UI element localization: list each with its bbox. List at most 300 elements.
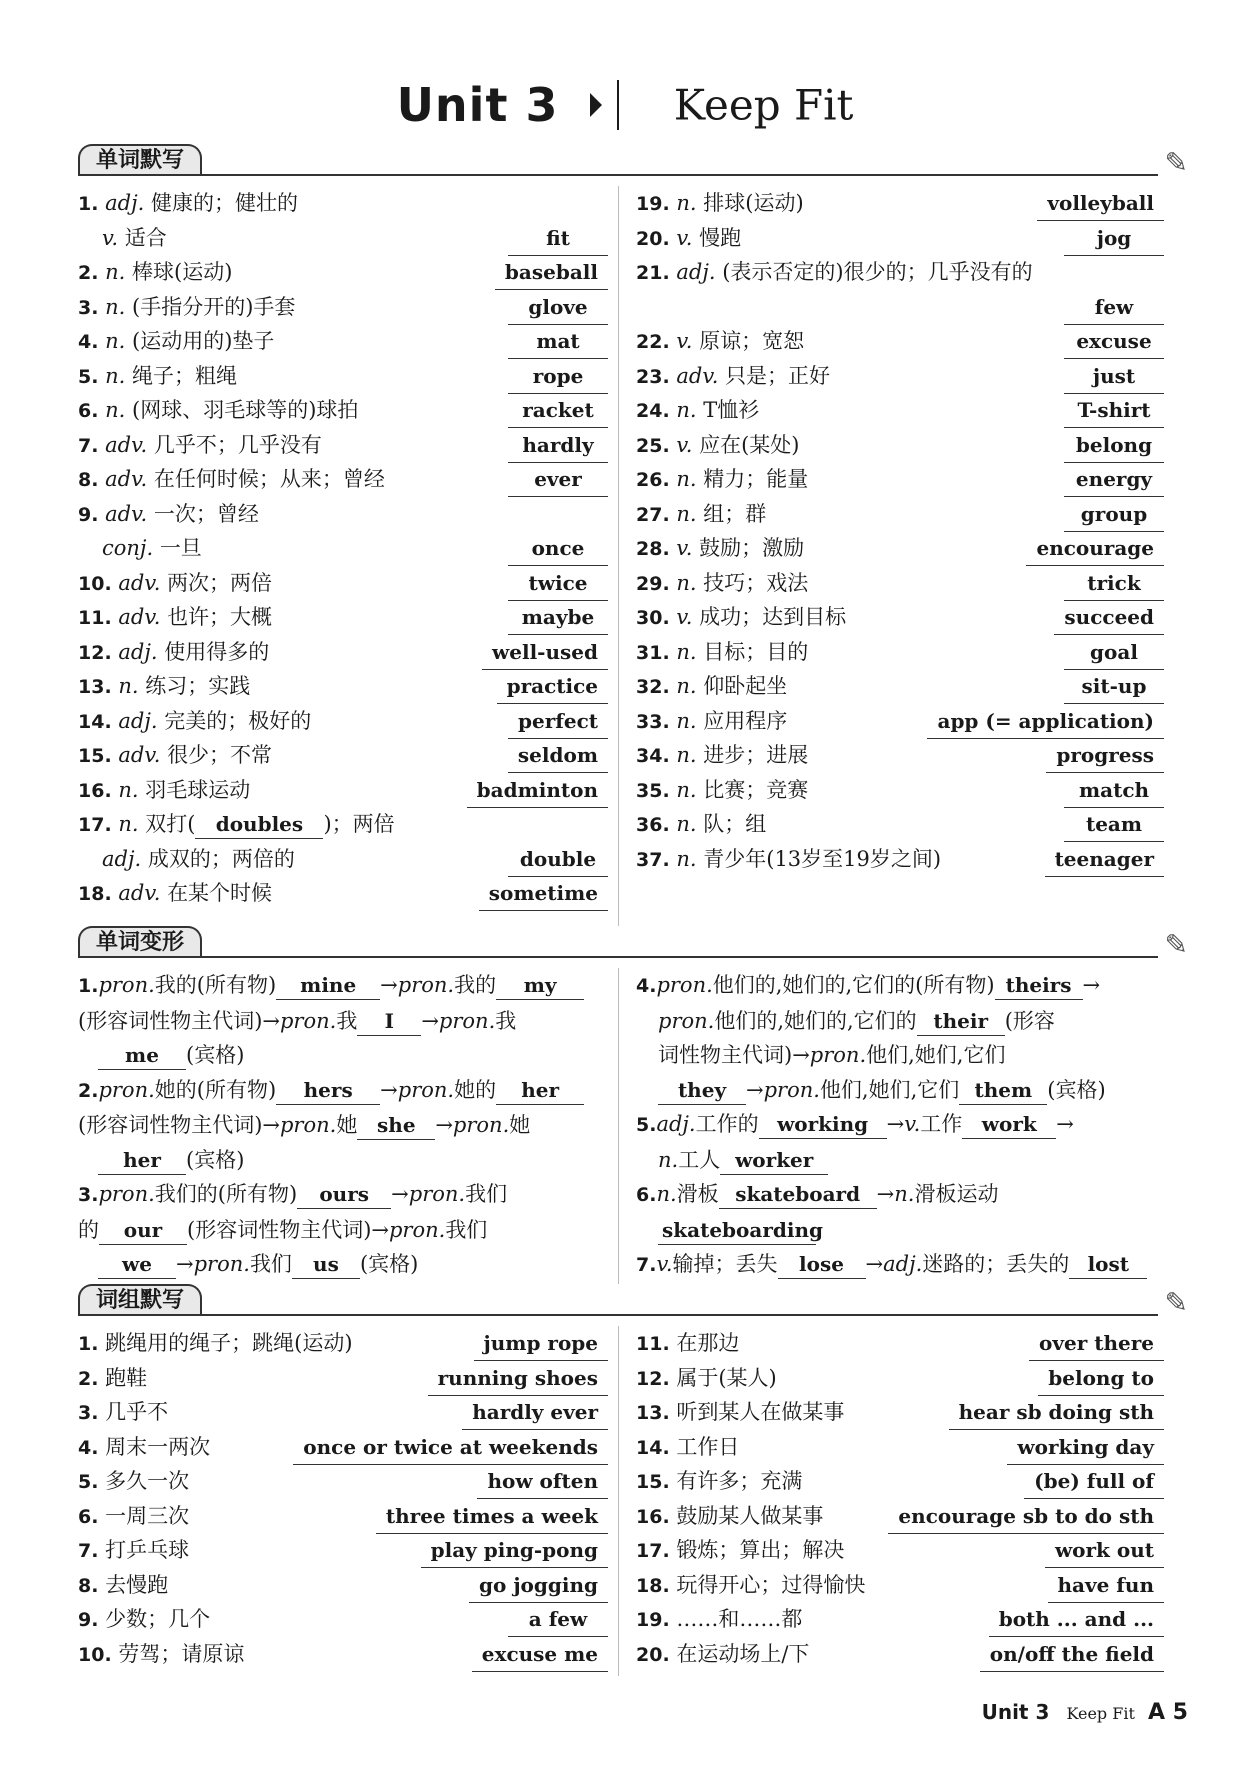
answer-blank: a few	[508, 1602, 608, 1637]
chinese-meaning: 青少年(13岁至19岁之间)	[703, 846, 942, 871]
chinese-meaning: 在运动场上/下	[676, 1641, 810, 1666]
indent-spacer	[78, 536, 102, 560]
part-of-speech: n.	[105, 398, 126, 422]
answer-blank: racket	[508, 393, 608, 428]
pencil-icon: ✎	[1164, 146, 1188, 179]
section-header-forms	[78, 926, 1188, 962]
item-number: 23.	[636, 365, 670, 388]
vocab-row	[78, 221, 608, 256]
indent-spacer	[78, 847, 102, 871]
form-item-1: 1.pron.我的(所有物) mine →pron.我的 my (形容词性物主代词)→pron.我 I →pron.我 me (宾格)	[78, 968, 608, 1073]
answer-blank: app (= application)	[927, 704, 1164, 739]
vocab-row	[78, 600, 608, 635]
chinese-meaning: 慢跑	[699, 225, 742, 250]
item-number: 35.	[636, 779, 670, 802]
chinese-meaning: 很少；不常	[167, 743, 273, 767]
chinese-meaning: 适合	[124, 225, 167, 250]
answer-blank: go jogging	[469, 1568, 608, 1603]
title-divider	[617, 80, 619, 130]
phrase-row	[636, 1361, 1164, 1396]
answer-blank: trick	[1064, 566, 1164, 601]
phrase-row	[78, 1464, 608, 1499]
item-number: 4.	[78, 1436, 99, 1459]
chinese-meaning: 仰卧起坐	[703, 674, 788, 698]
vocab-row	[78, 428, 608, 463]
answer-blank: her	[98, 1146, 186, 1175]
answer-blank: just	[1064, 359, 1164, 394]
answer-blank: succeed	[1054, 600, 1164, 635]
chinese-meaning: 成功；达到目标	[699, 605, 847, 629]
pencil-icon: ✎	[1164, 928, 1188, 961]
answer-blank: once or twice at weekends	[293, 1430, 608, 1465]
chinese-meaning: 劳驾；请原谅	[118, 1641, 245, 1666]
chinese-meaning: 羽毛球运动	[145, 777, 251, 802]
chinese-meaning: 玩得开心；过得愉快	[676, 1572, 866, 1597]
section-header-vocab	[78, 144, 1188, 180]
vocab-row	[636, 669, 1164, 704]
form-item-7: 7.v.输掉；丢失 lose →adj.迷路的；丢失的 lost	[636, 1247, 1164, 1283]
chinese-meaning: 双打(	[145, 812, 196, 836]
answer-blank: how often	[477, 1464, 608, 1499]
item-number: 14.	[636, 1436, 670, 1459]
item-number: 1.	[78, 193, 99, 215]
answer-blank: twice	[508, 566, 608, 601]
chinese-meaning: ……和……都	[676, 1607, 803, 1631]
item-number: 13.	[78, 676, 112, 698]
item-number: 6.	[78, 400, 99, 422]
chinese-meaning: (表示否定的)很少的；几乎没有的	[722, 260, 1033, 284]
chinese-meaning: 在那边	[676, 1331, 740, 1355]
part-of-speech: adv.	[105, 432, 148, 457]
item-number: 3.	[78, 296, 99, 319]
answer-blank: T-shirt	[1064, 393, 1164, 428]
form-item-3: 3.pron.我们的(所有物) ours →pron.我们 的 our (形容词性物主代词)→pron.我们 we →pron.我们 us (宾格)	[78, 1177, 608, 1282]
answer-blank: me	[98, 1041, 186, 1070]
answer-blank: them	[959, 1076, 1047, 1105]
phrase-row	[78, 1361, 608, 1396]
answer-blank: double	[508, 842, 608, 877]
chinese-meaning: 进步；进展	[703, 743, 809, 767]
part-of-speech: n.	[105, 363, 126, 388]
answer-blank: skateboarding	[658, 1216, 816, 1245]
chinese-meaning: 鼓励；激励	[699, 536, 805, 560]
phrase-row	[78, 1430, 608, 1465]
part-of-speech: adv.	[105, 467, 148, 491]
phrase-row	[636, 1464, 1164, 1499]
answer-blank: (be) full of	[1024, 1464, 1164, 1499]
phrase-row	[78, 1395, 608, 1430]
page-number: A 5	[1148, 1700, 1188, 1725]
vocab-row	[636, 738, 1164, 773]
answer-blank: jog	[1064, 221, 1164, 256]
vocab-row	[78, 255, 608, 290]
vocab-row	[636, 462, 1164, 497]
item-number: 21.	[636, 262, 670, 284]
answer-blank: she	[357, 1111, 435, 1140]
item-number: 2.	[78, 262, 99, 284]
answer-blank: have fun	[1048, 1568, 1165, 1603]
forms-right-column	[636, 968, 1164, 1283]
part-of-speech: v.	[676, 432, 693, 457]
chinese-meaning: 几乎不；几乎没有	[153, 432, 322, 457]
answer-blank: excuse me	[472, 1637, 608, 1672]
answer-blank: we	[98, 1250, 176, 1279]
arrow-icon	[590, 93, 602, 117]
section-tab: 单词默写	[78, 144, 202, 176]
part-of-speech: n.	[676, 777, 697, 802]
part-of-speech: v.	[676, 225, 693, 250]
item-number: 22.	[636, 331, 670, 353]
vocab-row	[78, 807, 608, 842]
phrase-row	[78, 1326, 608, 1361]
answer-blank: lost	[1069, 1250, 1147, 1279]
item-number: 12.	[636, 1367, 670, 1390]
chinese-meaning: 跳绳用的绳子；跳绳(运动)	[105, 1331, 353, 1355]
answer-blank: well-used	[482, 635, 608, 670]
section-rule	[78, 174, 1158, 176]
vocab-row	[78, 497, 608, 532]
chinese-meaning: 一旦	[159, 536, 202, 560]
part-of-speech: n.	[676, 743, 697, 767]
part-of-speech: n.	[118, 674, 139, 698]
answer-blank: theirs	[995, 971, 1083, 1000]
vocab-row	[78, 393, 608, 428]
item-number: 11.	[78, 607, 112, 629]
answer-blank: match	[1064, 773, 1164, 808]
answer-blank: her	[496, 1076, 584, 1105]
vocab-right-column	[636, 186, 1164, 876]
chinese-meaning: (手指分开的)手套	[132, 294, 296, 319]
answer-blank: us	[292, 1250, 360, 1279]
phrase-row	[636, 1568, 1164, 1603]
unit-topic: Keep Fit	[673, 80, 854, 130]
phrase-row	[78, 1499, 608, 1534]
answer-blank: baseball	[495, 255, 608, 290]
answer-blank: encourage	[1026, 531, 1164, 566]
answer-blank: once	[508, 531, 608, 566]
item-number: 6.	[78, 1505, 99, 1528]
phrase-row	[636, 1326, 1164, 1361]
answer-blank: hardly ever	[462, 1395, 608, 1430]
answer-blank: goal	[1064, 635, 1164, 670]
item-number: 37.	[636, 848, 670, 871]
vocab-row	[636, 842, 1164, 877]
section-rule	[78, 956, 1158, 958]
part-of-speech: adv.	[105, 501, 148, 526]
chinese-meaning: 打乒乓球	[105, 1538, 190, 1562]
answer-blank: maybe	[508, 600, 608, 635]
page-footer	[982, 1700, 1188, 1725]
answer-blank: practice	[497, 669, 608, 704]
column-divider	[618, 186, 619, 926]
chinese-meaning: 健康的；健壮的	[150, 191, 298, 215]
item-number: 18.	[636, 1574, 670, 1597]
chinese-meaning: 绳子；粗绳	[132, 363, 238, 388]
item-number: 14.	[78, 710, 112, 733]
part-of-speech: adv.	[118, 605, 161, 629]
vocab-row	[78, 773, 608, 808]
forms-left-column	[78, 968, 608, 1282]
answer-blank: hear sb doing sth	[949, 1395, 1164, 1430]
answer-blank: energy	[1064, 462, 1164, 497]
vocab-row	[78, 290, 608, 325]
chinese-meaning: 工作日	[676, 1434, 740, 1459]
item-number: 17.	[636, 1540, 670, 1562]
answer-blank: I	[357, 1007, 421, 1036]
section-rule	[78, 1314, 1158, 1316]
column-divider	[618, 968, 619, 1284]
answer-blank: my	[496, 971, 584, 1000]
chinese-meaning: 应用程序	[703, 708, 788, 733]
phrase-row	[78, 1533, 608, 1568]
part-of-speech: adv.	[676, 363, 719, 388]
section-tab: 词组默写	[78, 1284, 202, 1316]
chinese-meaning: 技巧；戏法	[703, 570, 809, 595]
chinese-meaning: 成双的；两倍的	[147, 846, 295, 871]
section-header-phrases	[78, 1284, 1188, 1320]
item-number: 36.	[636, 814, 670, 836]
item-number: 5.	[78, 365, 99, 388]
phrase-row	[78, 1568, 608, 1603]
item-number: 4.	[78, 331, 99, 353]
item-number: 31.	[636, 641, 670, 664]
item-number: 34.	[636, 745, 670, 767]
chinese-meaning: 棒球(运动)	[132, 260, 233, 284]
part-of-speech: n.	[118, 777, 139, 802]
vocab-row	[78, 531, 608, 566]
part-of-speech: adj.	[118, 708, 158, 733]
chinese-meaning: 跑鞋	[105, 1365, 148, 1390]
item-number: 20.	[636, 227, 670, 250]
part-of-speech: v.	[102, 225, 119, 250]
item-number: 25.	[636, 434, 670, 457]
footer-unit: Unit 3	[981, 1700, 1050, 1724]
item-number: 24.	[636, 400, 670, 422]
chinese-meaning: 也许；大概	[167, 605, 273, 629]
chinese-meaning: 鼓励某人做某事	[676, 1503, 824, 1528]
answer-blank: hers	[276, 1076, 380, 1105]
vocab-row	[636, 566, 1164, 601]
phrase-row	[636, 1395, 1164, 1430]
answer-blank: progress	[1046, 738, 1164, 773]
part-of-speech: n.	[105, 329, 126, 353]
answer-blank: ever	[508, 462, 608, 497]
answer-blank: ours	[297, 1180, 391, 1209]
item-number: 19.	[636, 193, 670, 215]
form-item-4: 4.pron.他们的,她们的,它们的(所有物) theirs → pron.他们的,她们的,它们的 their (形容 词性物主代词)→pron.他们,她们,它们 they →pron.他们,她们,它们 them (宾格)	[636, 968, 1164, 1107]
answer-blank: seldom	[508, 738, 608, 773]
answer-blank: glove	[508, 290, 608, 325]
chinese-meaning: 排球(运动)	[703, 191, 804, 215]
chinese-meaning: 在某个时候	[167, 881, 273, 905]
answer-blank: group	[1064, 497, 1164, 532]
answer-blank: worker	[720, 1146, 828, 1175]
phrase-row	[78, 1602, 608, 1637]
vocab-row	[78, 704, 608, 739]
phrase-row	[636, 1430, 1164, 1465]
pencil-icon: ✎	[1164, 1286, 1188, 1319]
answer-blank: three times a week	[376, 1499, 608, 1534]
answer-blank: belong	[1064, 428, 1164, 463]
item-number: 18.	[78, 883, 112, 905]
answer-blank: both ... and ...	[989, 1602, 1164, 1637]
chinese-meaning: 比赛；竞赛	[703, 777, 809, 802]
item-number: 8.	[78, 1574, 99, 1597]
answer-blank: skateboard	[719, 1180, 877, 1209]
page-title	[0, 78, 1250, 148]
phrases-left-column	[78, 1326, 608, 1671]
answer-blank: teenager	[1045, 842, 1164, 877]
item-number: 10.	[78, 572, 112, 595]
item-number: 1.	[78, 1333, 99, 1355]
answer-blank: mat	[508, 324, 608, 359]
vocab-row	[78, 876, 608, 911]
part-of-speech: conj.	[102, 536, 154, 560]
chinese-meaning: 属于(某人)	[676, 1365, 777, 1390]
vocab-row	[78, 186, 608, 221]
item-number: 9.	[78, 1609, 99, 1631]
chinese-meaning: 队；组	[703, 812, 767, 836]
item-number: 8.	[78, 469, 99, 491]
vocab-row	[636, 393, 1164, 428]
answer-blank: team	[1064, 807, 1164, 842]
answer-blank: few	[1064, 290, 1164, 325]
chinese-meaning: 锻炼；算出；解决	[676, 1538, 845, 1562]
chinese-meaning: 应在(某处)	[699, 432, 800, 457]
vocab-row	[78, 324, 608, 359]
section-tab: 单词变形	[78, 926, 202, 958]
item-number: 9.	[78, 503, 99, 526]
item-number: 20.	[636, 1643, 670, 1666]
item-number: 10.	[78, 1643, 112, 1666]
answer-blank: rope	[508, 359, 608, 394]
answer-blank: their	[917, 1007, 1005, 1036]
item-number: 29.	[636, 572, 670, 595]
part-of-speech: adj.	[118, 639, 158, 664]
part-of-speech: n.	[676, 674, 697, 698]
item-number: 27.	[636, 503, 670, 526]
item-number: 33.	[636, 710, 670, 733]
vocab-row	[78, 359, 608, 394]
chinese-meaning: 多久一次	[105, 1469, 190, 1493]
phrase-row	[78, 1637, 608, 1672]
item-number: 17.	[78, 814, 112, 836]
item-number: 19.	[636, 1609, 670, 1631]
form-item-5: 5.adj.工作的 working →v.工作 work → n.工人 worker	[636, 1107, 1164, 1177]
answer-blank: sit-up	[1064, 669, 1164, 704]
phrases-right-column	[636, 1326, 1164, 1671]
answer-blank: play ping-pong	[421, 1533, 608, 1568]
phrase-row	[636, 1637, 1164, 1672]
chinese-meaning: 使用得多的	[164, 639, 270, 664]
form-item-2: 2.pron.她的(所有物) hers →pron.她的 her (形容词性物主代词)→pron.她 she →pron.她 her (宾格)	[78, 1073, 608, 1178]
answer-blank: our	[99, 1216, 187, 1245]
answer-blank: volleyball	[1037, 186, 1164, 221]
chinese-meaning: 去慢跑	[105, 1572, 169, 1597]
chinese-meaning: )；两倍	[323, 812, 395, 836]
vocab-row	[636, 290, 1164, 325]
vocab-row	[636, 531, 1164, 566]
vocab-row	[636, 186, 1164, 221]
chinese-meaning: 完美的；极好的	[164, 708, 312, 733]
chinese-meaning: 组；群	[703, 501, 767, 526]
answer-blank: working day	[1007, 1430, 1164, 1465]
item-number: 15.	[78, 745, 112, 767]
part-of-speech: adv.	[118, 743, 161, 767]
part-of-speech: n.	[676, 467, 697, 491]
chinese-meaning: 几乎不	[105, 1400, 169, 1424]
phrase-row	[636, 1499, 1164, 1534]
vocab-row	[636, 497, 1164, 532]
chinese-meaning: 练习；实践	[145, 674, 251, 698]
part-of-speech: n.	[105, 294, 126, 319]
vocab-row	[636, 600, 1164, 635]
chinese-meaning: 只是；正好	[725, 363, 831, 388]
vocab-row	[636, 359, 1164, 394]
item-number: 13.	[636, 1402, 670, 1424]
part-of-speech: adv.	[118, 881, 161, 905]
unit-label: Unit 3	[396, 78, 559, 132]
vocab-row	[636, 807, 1164, 842]
chinese-meaning: 精力；能量	[703, 467, 809, 491]
phrase-row	[636, 1602, 1164, 1637]
part-of-speech: n.	[676, 398, 697, 422]
item-number: 2.	[78, 1367, 99, 1390]
item-number: 26.	[636, 469, 670, 491]
chinese-meaning: 两次；两倍	[167, 570, 273, 595]
item-number: 7.	[78, 1540, 99, 1562]
vocab-row	[78, 738, 608, 773]
vocab-row	[636, 773, 1164, 808]
item-number: 28.	[636, 538, 670, 560]
item-number: 3.	[78, 1402, 99, 1424]
vocab-row	[78, 566, 608, 601]
chinese-meaning: 一次；曾经	[153, 501, 259, 526]
answer-blank: encourage sb to do sth	[888, 1499, 1164, 1534]
chinese-meaning: 听到某人在做某事	[676, 1400, 845, 1424]
vocab-row	[636, 324, 1164, 359]
item-number: 15.	[636, 1471, 670, 1493]
item-number: 11.	[636, 1333, 670, 1355]
item-number: 32.	[636, 676, 670, 698]
part-of-speech: n.	[676, 639, 697, 664]
answer-blank: work	[962, 1110, 1056, 1139]
answer-blank: working	[759, 1110, 887, 1139]
item-number: 16.	[78, 779, 112, 802]
part-of-speech: n.	[105, 260, 126, 284]
answer-blank: doubles	[195, 810, 323, 839]
answer-blank: work out	[1045, 1533, 1164, 1568]
part-of-speech: n.	[118, 812, 139, 836]
item-number: 30.	[636, 607, 670, 629]
chinese-meaning: 目标；目的	[703, 639, 809, 664]
chinese-meaning: (网球、羽毛球等的)球拍	[132, 398, 359, 422]
answer-blank: perfect	[508, 704, 608, 739]
vocab-row	[78, 635, 608, 670]
chinese-meaning: T恤衫	[703, 398, 760, 422]
part-of-speech: v.	[676, 329, 693, 353]
answer-blank: they	[658, 1076, 746, 1105]
chinese-meaning: 原谅；宽恕	[699, 329, 805, 353]
phrase-row	[636, 1533, 1164, 1568]
answer-blank: on/off the field	[980, 1637, 1164, 1672]
answer-blank: jump rope	[474, 1326, 608, 1361]
answer-blank: excuse	[1064, 324, 1164, 359]
indent-spacer	[78, 226, 102, 250]
part-of-speech: adj.	[102, 846, 142, 871]
answer-blank: lose	[778, 1250, 866, 1279]
form-item-6: 6.n.滑板 skateboard →n.滑板运动 skateboarding	[636, 1177, 1164, 1247]
